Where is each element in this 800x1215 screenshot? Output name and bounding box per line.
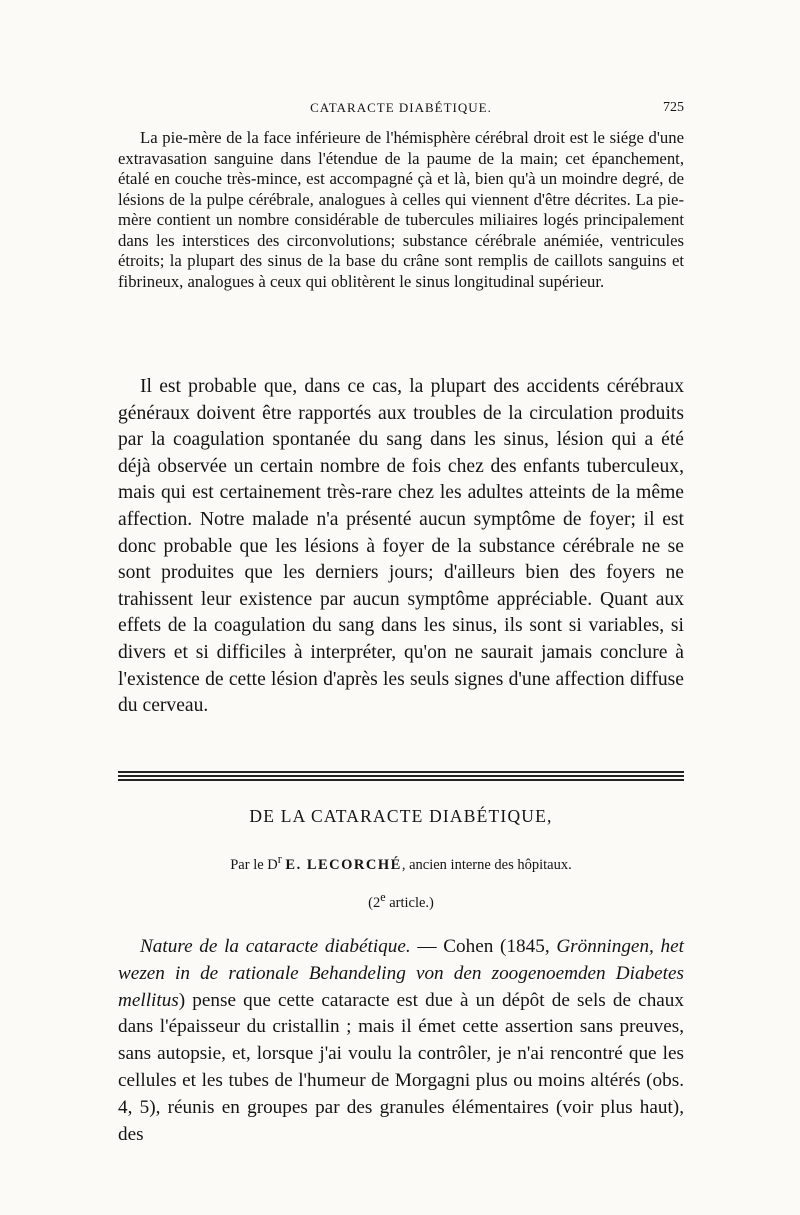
part-open: (2 xyxy=(368,894,381,911)
section-heading: Nature de la cataracte diabétique. xyxy=(140,936,411,957)
separator-line xyxy=(118,771,684,773)
running-head-title: CATARACTE DIABÉTIQUE. xyxy=(310,100,492,115)
article-part xyxy=(118,890,684,912)
byline-sup: r xyxy=(277,852,282,866)
discussion-text xyxy=(118,374,684,720)
separator-line xyxy=(118,779,684,781)
section-separator xyxy=(118,771,684,783)
article-body-text: ) pense que cette cataracte est due à un dépôt de sels de chaux dans l'épaisseur du cristallin ; mais il émet cette assertion sans preuves, sans autopsie, et, lorsque j'ai voulu la contrôler, je n'ai rencontré que les cellules et les tubes de l'humeur de Morgagni plus ou moins altérés (obs. 4, 5), réunis en groupes par des granules élémentaires (voir plus haut), des xyxy=(118,989,684,1145)
byline-suffix: , ancien interne des hôpitaux. xyxy=(401,856,572,873)
author-name: E. LECORCHÉ xyxy=(285,856,402,873)
article-byline xyxy=(118,852,684,874)
discussion-paragraph: Il est probable que, dans ce cas, la plupart des accidents cérébraux généraux doivent être rapportés aux troubles de la circulation produits par la coagulation spontanée du sang dans les sinus, lésion qui a été déjà observée un certain nombre de fois chez des enfants tuberculeux, mais qui est certainement très-rare chez les adultes atteints de la même affection. Notre malade n'a présenté aucun symptôme de foyer; il est donc probable que les lésions à foyer de la substance cérébrale ne se sont produites que les derniers jours; d'ailleurs bien des foyers ne trahissent leur existence par aucun symptôme appréciable. Quant aux effets de la coagulation du sang dans les sinus, ils sont si variables, si divers et si difficiles à interpréter, qu'on ne saurait jamais conclure à l'existence de cette lésion d'après les seuls signes d'une affection diffuse du cerveau. xyxy=(118,376,684,717)
running-head xyxy=(118,100,684,122)
part-close: article.) xyxy=(385,894,434,911)
cited-work: Grönningen, het wezen in de rationale Behandeling von den zoogenoemden Diabetes mellitus xyxy=(118,936,684,1011)
observation-text xyxy=(118,128,684,292)
page-number: 725 xyxy=(663,100,684,115)
article-paragraph xyxy=(118,934,684,1148)
observation-paragraph: La pie-mère de la face inférieure de l'hémisphère cérébral droit est le siége d'une extravasation sanguine dans l'étendue de la paume de la main; cet épanchement, étalé en couche très-mince, est accompagné çà et là, bien qu'à un moindre degré, de lésions de la pulpe cérébrale, analogues à celles qui viennent d'être décrites. La pie-mère contient un nombre considérable de tubercules miliaires logés principalement dans les interstices des circonvolutions; substance cérébrale anémiée, ventricules étroits; la plupart des sinus de la base du crâne sont remplis de caillots sanguins et fibrineux, analogues à ceux qui oblitèrent le sinus longitudinal supérieur. xyxy=(118,128,684,291)
heading-dash: — Cohen (1845, xyxy=(410,936,557,957)
article-title: DE LA CATARACTE DIABÉTIQUE, xyxy=(249,806,553,826)
byline-prefix: Par le D xyxy=(230,856,278,873)
separator-line xyxy=(118,775,684,777)
article-body xyxy=(118,934,684,1148)
part-sup: e xyxy=(380,890,386,904)
